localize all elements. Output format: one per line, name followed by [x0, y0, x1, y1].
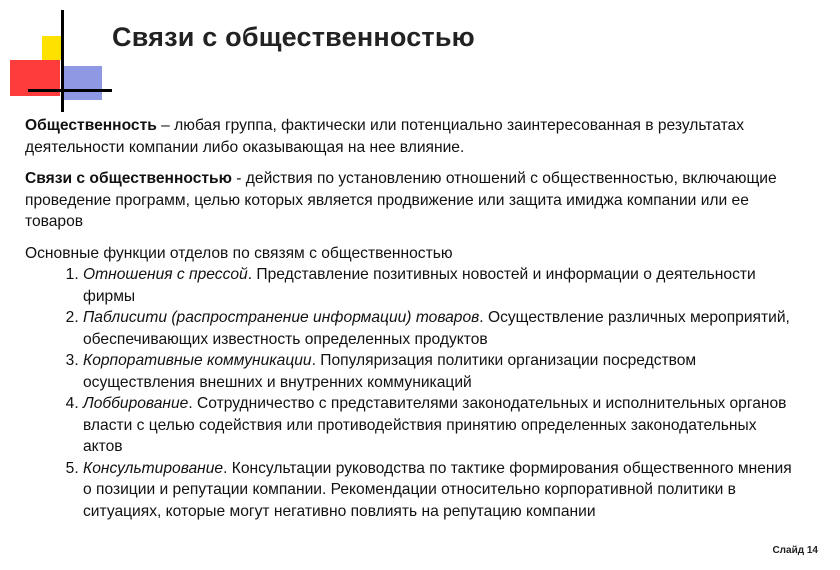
list-item	[83, 393, 800, 458]
definition-term: Общественность	[25, 117, 157, 134]
item-text: . Представление позитивных новостей и информации о деятельности фирмы	[83, 266, 756, 305]
item-title: Корпоративные коммуникации	[83, 352, 312, 369]
slide-number: Слайд 14	[772, 545, 818, 556]
item-title: Отношения с прессой	[83, 266, 248, 283]
horizontal-line	[28, 89, 112, 92]
functions-intro: Основные функции отделов по связям с общественностью	[25, 244, 453, 262]
item-text: . Сотрудничество с представителями законодательных и исполнительных органов власти с целью содействия или противодействия принятию определенных законодательных актов	[83, 395, 787, 455]
item-title: Консультирование	[83, 459, 224, 477]
list-item	[83, 307, 800, 350]
definition-term: Связи с общественностью	[25, 170, 232, 187]
item-text: . Популяризация политики организации посредством осуществления внешних и внутренних коммуникаций	[83, 352, 697, 391]
item-text: . Консультации руководства по тактике формирования общественного мнения о позиции и репутации компании. Рекомендации относительно корпоративной политики в ситуациях, которые могут негативно повлиять на репутацию компании	[83, 459, 792, 520]
list-item	[83, 350, 800, 393]
item-title: Лоббирование	[83, 395, 189, 412]
blue-square	[62, 66, 102, 100]
definition-text: – любая группа, фактически или потенциально заинтересованная в результатах деятельности компании либо оказывающая на нее влияние.	[25, 117, 745, 156]
yellow-square	[42, 36, 62, 60]
decorative-logo	[0, 0, 110, 120]
item-text: . Осуществление различных мероприятий, обеспечивающих известность определенных продуктов	[83, 309, 790, 348]
slide-content	[25, 115, 800, 522]
definition-text: - действия по установлению отношений с общественностью, включающие проведение программ, целью которых является продвижение или защита имиджа компании или ее товаров	[25, 170, 777, 230]
page-title: Связи с общественностью	[112, 22, 475, 52]
item-title: Паблисити (распространение информации) товаров	[83, 309, 480, 326]
definition-public	[25, 115, 800, 158]
list-item	[83, 264, 800, 307]
functions-list	[25, 264, 800, 522]
list-item	[83, 458, 800, 523]
definition-pr	[25, 168, 800, 233]
vertical-line	[61, 10, 64, 112]
